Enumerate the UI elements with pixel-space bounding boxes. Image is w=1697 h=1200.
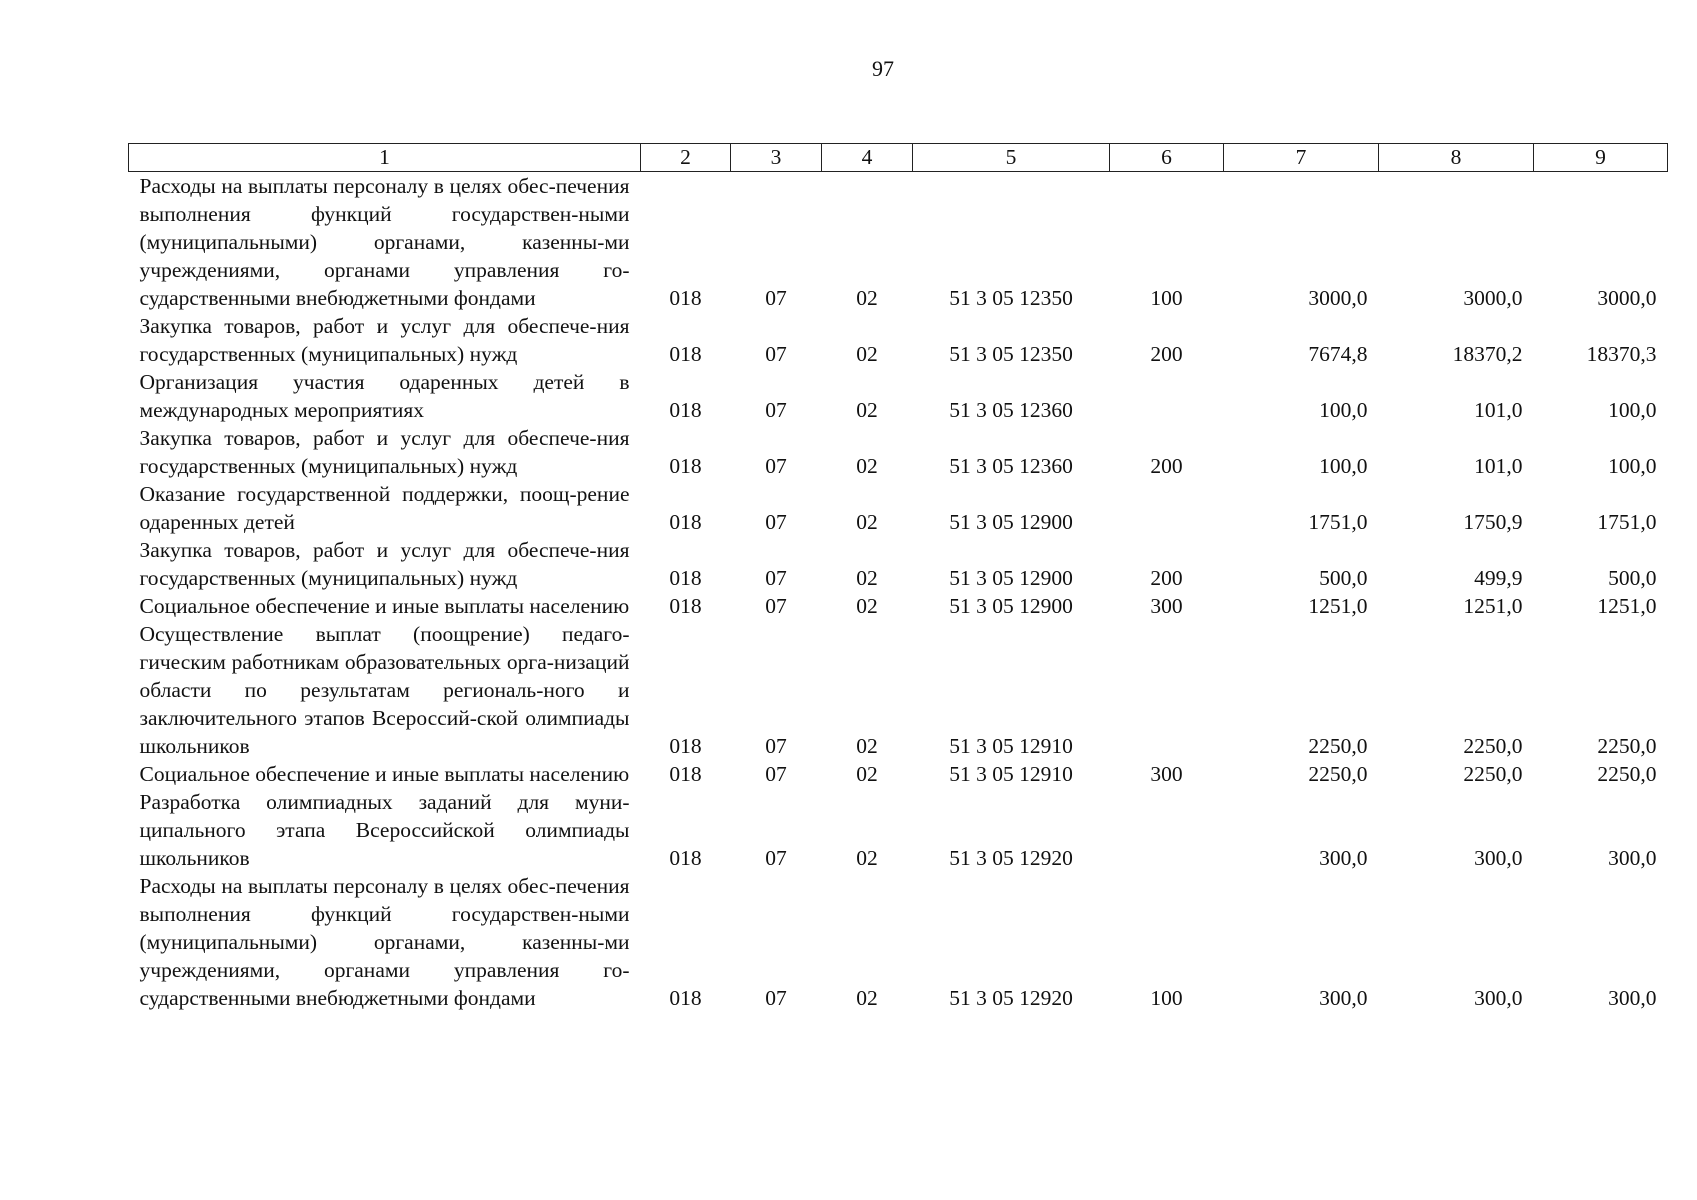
column-header: 7: [1224, 144, 1379, 172]
expense-description: Социальное обеспечение и иные выплаты населению: [139, 594, 630, 618]
expense-description: Оказание государственной поддержки, поощ-рение одаренных детей: [139, 482, 630, 534]
column-header: 1: [129, 144, 641, 172]
subsection-code: 02: [856, 986, 878, 1010]
table-row: [129, 760, 1668, 788]
section-code: 07: [765, 566, 787, 590]
amount-col-9: 3000,0: [1597, 286, 1657, 310]
target-article-code: 51 3 05 12350: [949, 342, 1073, 366]
amount-col-7: 2250,0: [1308, 734, 1368, 758]
target-article-code: 51 3 05 12350: [949, 286, 1073, 310]
amount-col-7: 2250,0: [1308, 762, 1368, 786]
ministry-code: 018: [669, 510, 702, 534]
subsection-code: 02: [856, 286, 878, 310]
amount-col-7: 300,0: [1319, 846, 1368, 870]
table-row: [129, 172, 1668, 313]
amount-col-9: 300,0: [1608, 986, 1657, 1010]
expense-type-code: 100: [1150, 986, 1183, 1010]
section-code: 07: [765, 510, 787, 534]
amount-col-9: 1751,0: [1597, 510, 1657, 534]
target-article-code: 51 3 05 12920: [949, 846, 1073, 870]
amount-col-9: 2250,0: [1597, 762, 1657, 786]
subsection-code: 02: [856, 846, 878, 870]
expense-type-code: [1110, 788, 1224, 872]
amount-col-7: 7674,8: [1308, 342, 1368, 366]
column-header: 2: [641, 144, 731, 172]
subsection-code: 02: [856, 454, 878, 478]
ministry-code: 018: [669, 734, 702, 758]
table-row: [129, 788, 1668, 872]
amount-col-8: 1750,9: [1463, 510, 1523, 534]
table-row: [129, 312, 1668, 368]
amount-col-8: 1251,0: [1463, 594, 1523, 618]
amount-col-8: 300,0: [1474, 986, 1523, 1010]
table-row: [129, 368, 1668, 424]
table-row: [129, 536, 1668, 592]
amount-col-9: 100,0: [1608, 454, 1657, 478]
amount-col-7: 100,0: [1319, 454, 1368, 478]
target-article-code: 51 3 05 12920: [949, 986, 1073, 1010]
subsection-code: 02: [856, 566, 878, 590]
section-code: 07: [765, 286, 787, 310]
amount-col-9: 1251,0: [1597, 594, 1657, 618]
amount-col-8: 3000,0: [1463, 286, 1523, 310]
amount-col-7: 500,0: [1319, 566, 1368, 590]
ministry-code: 018: [669, 594, 702, 618]
section-code: 07: [765, 846, 787, 870]
section-code: 07: [765, 594, 787, 618]
target-article-code: 51 3 05 12910: [949, 762, 1073, 786]
amount-col-8: 2250,0: [1463, 734, 1523, 758]
expense-type-code: 200: [1150, 566, 1183, 590]
subsection-code: 02: [856, 594, 878, 618]
subsection-code: 02: [856, 734, 878, 758]
expense-description: Закупка товаров, работ и услуг для обеспече-ния государственных (муниципальных) нужд: [139, 538, 630, 590]
amount-col-7: 100,0: [1319, 398, 1368, 422]
column-header: 8: [1379, 144, 1534, 172]
amount-col-8: 101,0: [1474, 454, 1523, 478]
section-code: 07: [765, 454, 787, 478]
expense-description: Организация участия одаренных детей в международных мероприятиях: [139, 370, 630, 422]
section-code: 07: [765, 986, 787, 1010]
table-header-row: [129, 144, 1668, 172]
table-row: [129, 480, 1668, 536]
table-row: [129, 424, 1668, 480]
section-code: 07: [765, 762, 787, 786]
amount-col-7: 300,0: [1319, 986, 1368, 1010]
expense-type-code: [1110, 620, 1224, 760]
column-header: 6: [1110, 144, 1224, 172]
amount-col-9: 2250,0: [1597, 734, 1657, 758]
ministry-code: 018: [669, 342, 702, 366]
expense-description: Расходы на выплаты персоналу в целях обес-печения выполнения функций государствен-ными (муниципальными) органами, казенны-ми учреждениями, органами управления го-сударственными внебюджетными фондами: [139, 174, 630, 310]
expense-description: Закупка товаров, работ и услуг для обеспече-ния государственных (муниципальных) нужд: [139, 426, 630, 478]
target-article-code: 51 3 05 12360: [949, 398, 1073, 422]
amount-col-8: 18370,2: [1452, 342, 1523, 366]
amount-col-9: 100,0: [1608, 398, 1657, 422]
table-row: [129, 592, 1668, 620]
table-row: [129, 872, 1668, 1012]
column-header: 5: [913, 144, 1110, 172]
ministry-code: 018: [669, 986, 702, 1010]
ministry-code: 018: [669, 398, 702, 422]
amount-col-8: 499,9: [1474, 566, 1523, 590]
subsection-code: 02: [856, 398, 878, 422]
expense-type-code: 200: [1150, 342, 1183, 366]
expense-type-code: 200: [1150, 454, 1183, 478]
expense-type-code: 100: [1150, 286, 1183, 310]
page-number: 97: [872, 56, 894, 81]
subsection-code: 02: [856, 762, 878, 786]
target-article-code: 51 3 05 12900: [949, 510, 1073, 534]
target-article-code: 51 3 05 12900: [949, 594, 1073, 618]
table-body: [129, 172, 1668, 1013]
budget-table: [128, 143, 1668, 1012]
target-article-code: 51 3 05 12900: [949, 566, 1073, 590]
expense-type-code: [1110, 480, 1224, 536]
target-article-code: 51 3 05 12910: [949, 734, 1073, 758]
expense-description: Расходы на выплаты персоналу в целях обес-печения выполнения функций государствен-ными (муниципальными) органами, казенны-ми учреждениями, органами управления го-сударственными внебюджетными фондами: [139, 874, 630, 1010]
expense-type-code: [1110, 368, 1224, 424]
ministry-code: 018: [669, 454, 702, 478]
expense-type-code: 300: [1150, 762, 1183, 786]
section-code: 07: [765, 342, 787, 366]
amount-col-9: 300,0: [1608, 846, 1657, 870]
expense-description: Социальное обеспечение и иные выплаты населению: [139, 762, 630, 786]
section-code: 07: [765, 734, 787, 758]
column-header: 4: [822, 144, 913, 172]
ministry-code: 018: [669, 286, 702, 310]
column-header: 3: [731, 144, 822, 172]
amount-col-9: 18370,3: [1586, 342, 1657, 366]
column-header: 9: [1534, 144, 1668, 172]
amount-col-7: 3000,0: [1308, 286, 1368, 310]
table-row: [129, 620, 1668, 760]
expense-description: Разработка олимпиадных заданий для муни-ципального этапа Всероссийской олимпиады школьников: [139, 790, 630, 870]
ministry-code: 018: [669, 566, 702, 590]
amount-col-8: 101,0: [1474, 398, 1523, 422]
expense-type-code: 300: [1150, 594, 1183, 618]
amount-col-8: 300,0: [1474, 846, 1523, 870]
amount-col-9: 500,0: [1608, 566, 1657, 590]
subsection-code: 02: [856, 510, 878, 534]
ministry-code: 018: [669, 762, 702, 786]
amount-col-8: 2250,0: [1463, 762, 1523, 786]
expense-description: Закупка товаров, работ и услуг для обеспече-ния государственных (муниципальных) нужд: [139, 314, 630, 366]
ministry-code: 018: [669, 846, 702, 870]
expense-description: Осуществление выплат (поощрение) педаго-гическим работникам образовательных орга-низаций области по результатам региональ-ного и заключительного этапов Всероссий-ской олимпиады школьников: [139, 622, 630, 758]
target-article-code: 51 3 05 12360: [949, 454, 1073, 478]
subsection-code: 02: [856, 342, 878, 366]
amount-col-7: 1751,0: [1308, 510, 1368, 534]
section-code: 07: [765, 398, 787, 422]
amount-col-7: 1251,0: [1308, 594, 1368, 618]
